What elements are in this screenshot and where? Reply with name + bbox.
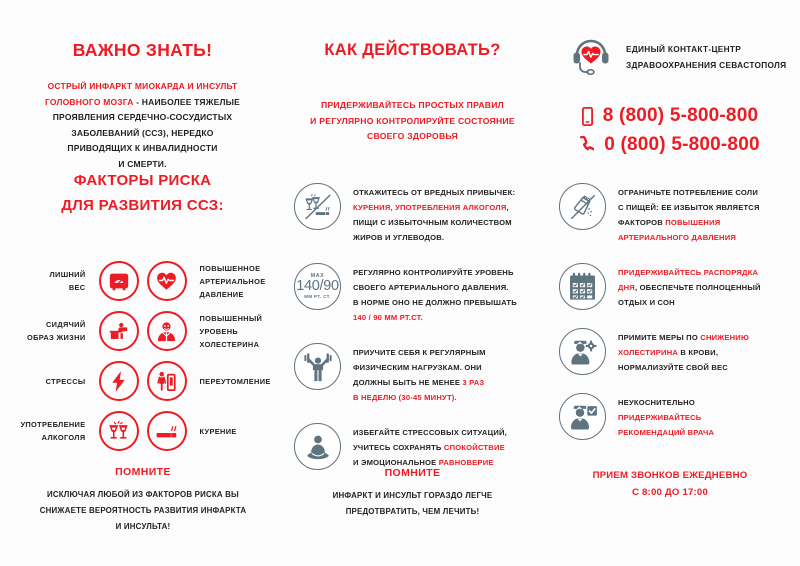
body-text: ПРИМИТЕ МЕРЫ ПО	[618, 333, 701, 342]
no-alcohol-no-smoking-icon	[294, 183, 341, 230]
blood-pressure-icon	[294, 263, 341, 310]
risk-row	[0, 306, 285, 356]
advice-line	[618, 410, 714, 425]
left-title: ВАЖНО ЗНАТЬ!	[72, 40, 213, 60]
meditation-icon	[294, 423, 341, 470]
cigarette-icon	[147, 411, 187, 451]
advice-text	[341, 183, 515, 245]
highlight-text: АРТЕРИАЛЬНОГО ДАВЛЕНИЯ	[618, 233, 737, 242]
bp-unit: ММ РТ. СТ.	[304, 293, 331, 299]
contact-center-text	[614, 41, 786, 73]
advice-line	[353, 230, 515, 245]
right-footer-line2: С 8:00 ДО 17:00	[632, 487, 708, 498]
risk-label-left: СТРЕССЫ	[45, 376, 86, 386]
right-footer-line1: ПРИЕМ ЗВОНКОВ ЕЖЕДНЕВНО	[592, 470, 748, 481]
intro-line1: ОСТРЫЙ ИНФАРКТ МИОКАРДА И ИНСУЛЬТ	[47, 81, 238, 91]
contact-header-line1: ЕДИНЫЙ КОНТАКТ-ЦЕНТР	[626, 43, 742, 54]
right-footer	[540, 467, 800, 501]
advice-item	[294, 423, 540, 470]
body-text: ИЗБЕГАЙТЕ СТРЕССОВЫХ СИТУАЦИЙ,	[353, 428, 507, 437]
left-remember-line-2: И ИНСУЛЬТА!	[115, 522, 171, 531]
advice-line	[618, 200, 760, 215]
bp-value: 140/90	[296, 278, 339, 295]
body-text: ЖИРОВ И УГЛЕВОДОВ.	[353, 233, 445, 242]
doctor-gear-icon	[559, 328, 606, 375]
heart-pulse-icon	[147, 261, 187, 301]
body-text: ПРИУЧИТЕ СЕБЯ К РЕГУЛЯРНЫМ	[353, 348, 486, 357]
middle-remember-title: ПОМНИТЕ	[384, 467, 441, 479]
body-text: ОГРАНИЧЬТЕ ПОТРЕБЛЕНИЕ СОЛИ	[618, 188, 758, 197]
body-text: СВОЕГО АРТЕРИАЛЬНОГО ДАВЛЕНИЯ.	[353, 283, 509, 292]
left-remember-line-0: ИСКЛЮЧАЯ ЛЮБОЙ ИЗ ФАКТОРОВ РИСКА ВЫ	[47, 490, 239, 499]
left-column	[0, 0, 285, 566]
body-text: В КРОВИ,	[678, 348, 719, 357]
risk-factors-grid	[0, 256, 285, 456]
advice-item	[294, 343, 540, 405]
doctor-check-icon	[559, 393, 606, 440]
highlight-text: РАВНОВЕРИЕ	[438, 458, 494, 467]
phone-number-landline: 0 (800) 5-800-800	[604, 134, 760, 155]
mobile-phone-icon	[582, 107, 593, 126]
body-text: С ПИЩЕЙ: ЕЕ ИЗБЫТОК ЯВЛЯЕТСЯ	[618, 203, 760, 212]
middle-subtitle	[283, 98, 542, 145]
desk-worker-icon	[99, 311, 139, 351]
advice-item	[559, 183, 800, 245]
advice-line	[618, 265, 761, 280]
advice-line	[353, 440, 507, 455]
body-text: РЕГУЛЯРНО КОНТРОЛИРУЙТЕ УРОВЕНЬ	[353, 268, 514, 277]
right-column	[540, 0, 800, 566]
body-text: ОТКАЖИТЕСЬ ОТ ВРЕДНЫХ ПРИВЫЧЕК:	[353, 188, 516, 197]
risk-title-line2: ДЛЯ РАЗВИТИЯ ССЗ:	[61, 197, 224, 214]
advice-text	[606, 393, 714, 440]
highlight-text: КУРЕНИЯ, УПОТРЕБЛЕНИЯ АЛКОГОЛЯ	[353, 203, 507, 212]
middle-subtitle-line-2: СВОЕГО ЗДОРОВЬЯ	[367, 131, 458, 141]
middle-subtitle-line-1: И РЕГУЛЯРНО КОНТРОЛИРУЙТЕ СОСТОЯНИЕ	[310, 115, 515, 126]
middle-advice-list	[294, 183, 540, 488]
risk-label-left: СИДЯЧИЙ ОБРАЗ ЖИЗНИ	[27, 320, 86, 342]
calendar-icon	[559, 263, 606, 310]
body-text: ФИЗИЧЕСКИМ НАГРУЗКАМ. ОНИ	[353, 363, 482, 372]
scale-icon	[99, 261, 139, 301]
advice-line	[353, 360, 486, 375]
phone-row-landline[interactable]	[540, 134, 800, 156]
left-remember-line-1: СНИЖАЕТЕ ВЕРОЯТНОСТЬ РАЗВИТИЯ ИНФАРКТА	[39, 506, 247, 515]
highlight-text: ПРИДЕРЖИВАЙТЕСЬ РАСПОРЯДКА	[618, 268, 759, 277]
phone-row-mobile[interactable]	[540, 105, 800, 127]
risk-label-right: ПОВЫШЕННЫЙ УРОВЕНЬ ХОЛЕСТЕРИНА	[199, 313, 263, 349]
intro-line2-red: ГОЛОВНОГО МОЗГА	[44, 96, 134, 107]
body-text: ОТДЫХ И СОН	[618, 298, 675, 307]
advice-line	[618, 295, 761, 310]
tired-person-icon	[147, 361, 187, 401]
advice-line	[618, 345, 749, 360]
intro-line2-dark: - НАИБОЛЕЕ ТЯЖЕЛЫЕ	[133, 96, 241, 107]
intro-line4: ЗАБОЛЕВАНИЙ (ССЗ), НЕРЕДКО	[71, 127, 214, 138]
handset-phone-icon	[580, 136, 594, 155]
highlight-text: СНИЖЕНИЮ	[700, 333, 749, 342]
left-remember-body	[8, 487, 278, 535]
body-text: ДОЛЖНЫ БЫТЬ НЕ МЕНЕЕ	[353, 378, 463, 387]
advice-line	[618, 280, 761, 295]
intro-line6: И СМЕРТИ.	[118, 158, 167, 169]
contact-center-header	[568, 33, 800, 80]
middle-column	[285, 0, 540, 566]
advice-line	[353, 425, 507, 440]
no-salt-icon	[559, 183, 606, 230]
advice-line	[618, 330, 749, 345]
advice-line	[353, 200, 515, 215]
highlight-text: РЕКОМЕНДАЦИЙ ВРАЧА	[618, 428, 715, 437]
lightning-icon	[99, 361, 139, 401]
phone-numbers	[540, 105, 800, 163]
risk-label-left: УПОТРЕБЛЕНИЕ АЛКОГОЛЯ	[20, 420, 86, 442]
advice-line	[618, 395, 714, 410]
body-text: ,	[506, 203, 509, 212]
intro-line3: ПРОЯВЛЕНИЯ СЕРДЕЧНО-СОСУДИСТЫХ	[52, 112, 233, 123]
body-text: ПИЩИ С ИЗБЫТОЧНЫМ КОЛИЧЕСТВОМ	[353, 218, 512, 227]
advice-line	[353, 265, 517, 280]
advice-text	[606, 328, 749, 375]
advice-line	[353, 310, 517, 325]
highlight-text: 3 РАЗ	[462, 378, 485, 387]
left-remember-title: ПОМНИТЕ	[115, 466, 171, 478]
advice-line	[618, 425, 714, 440]
advice-text	[606, 183, 760, 245]
advice-line	[353, 345, 486, 360]
advice-text	[606, 263, 761, 310]
advice-line	[353, 375, 486, 390]
advice-text	[341, 423, 507, 470]
risk-row	[0, 356, 285, 406]
body-text: , ОБЕСПЕЧЬТЕ ПОЛНОЦЕННЫЙ	[634, 283, 761, 292]
middle-title: КАК ДЕЙСТВОВАТЬ?	[324, 41, 501, 59]
advice-line	[618, 185, 760, 200]
overweight-man-icon	[147, 311, 187, 351]
advice-item	[559, 263, 800, 310]
advice-item	[294, 263, 540, 325]
advice-text	[341, 343, 486, 405]
exercise-icon	[294, 343, 341, 390]
middle-remember-line-1: ПРЕДОТВРАТИТЬ, ЧЕМ ЛЕЧИТЬ!	[345, 507, 480, 516]
risk-row	[0, 406, 285, 456]
risk-row	[0, 256, 285, 306]
advice-line	[618, 230, 760, 245]
advice-text	[341, 263, 517, 325]
advice-line	[353, 390, 486, 405]
advice-item	[559, 328, 800, 375]
body-text: В НОРМЕ ОНО НЕ ДОЛЖНО ПРЕВЫШАТЬ	[353, 298, 517, 307]
left-intro	[12, 79, 273, 173]
middle-remember-body	[285, 488, 540, 520]
advice-line	[353, 185, 515, 200]
advice-line	[353, 280, 517, 295]
wine-glasses-icon	[99, 411, 139, 451]
risk-label-right: КУРЕНИЕ	[199, 426, 237, 436]
headset-heart-icon	[568, 33, 614, 80]
risk-label-right: ПОВЫШЕННОЕ АРТЕРИАЛЬНОЕ ДАВЛЕНИЕ	[199, 263, 266, 299]
advice-item	[559, 393, 800, 440]
highlight-text: ДНЯ	[618, 283, 635, 292]
highlight-text: В НЕДЕЛЮ (30-45 МИНУТ).	[353, 393, 457, 402]
highlight-text: 140 / 90 ММ РТ.СТ.	[353, 313, 423, 322]
body-text: НОРМАЛИЗУЙТЕ СВОЙ ВЕС	[618, 363, 728, 372]
advice-line	[618, 215, 760, 230]
highlight-text: СПОКОЙСТВИЕ	[443, 443, 505, 452]
body-text: УЧИТЕСЬ СОХРАНЯТЬ	[353, 443, 444, 452]
intro-line5: ПРИВОДЯЩИХ К ИНВАЛИДНОСТИ	[67, 143, 218, 154]
risk-label-right: ПЕРЕУТОМЛЕНИЕ	[199, 376, 271, 386]
phone-number-mobile: 8 (800) 5-800-800	[602, 105, 759, 126]
advice-line	[353, 295, 517, 310]
middle-remember-line-0: ИНФАРКТ И ИНСУЛЬТ ГОРАЗДО ЛЕГЧЕ	[332, 491, 493, 500]
advice-item	[294, 183, 540, 245]
bp-max-label: MAX	[310, 272, 325, 279]
right-advice-list	[559, 183, 800, 458]
highlight-text: ПРИДЕРЖИВАЙТЕСЬ	[618, 413, 702, 422]
highlight-text: ХОЛЕСТИРИНА	[618, 348, 679, 357]
risk-title-line1: ФАКТОРЫ РИСКА	[73, 172, 212, 189]
contact-header-line2: ЗДРАВООХРАНЕНИЯ СЕВАСТОПОЛЯ	[626, 59, 787, 70]
body-text: НЕУКОСНИТЕЛЬНО	[618, 398, 695, 407]
risk-label-left: ЛИШНИЙ ВЕС	[49, 270, 86, 292]
middle-subtitle-line-0: ПРИДЕРЖИВАЙТЕСЬ ПРОСТЫХ ПРАВИЛ	[321, 100, 504, 110]
highlight-text: ПОВЫШЕНИЯ	[665, 218, 721, 227]
body-text: ФАКТОРОВ	[618, 218, 666, 227]
body-text: И ЭМОЦИОНАЛЬНОЕ	[353, 458, 439, 467]
advice-line	[618, 360, 749, 375]
advice-line	[353, 215, 515, 230]
